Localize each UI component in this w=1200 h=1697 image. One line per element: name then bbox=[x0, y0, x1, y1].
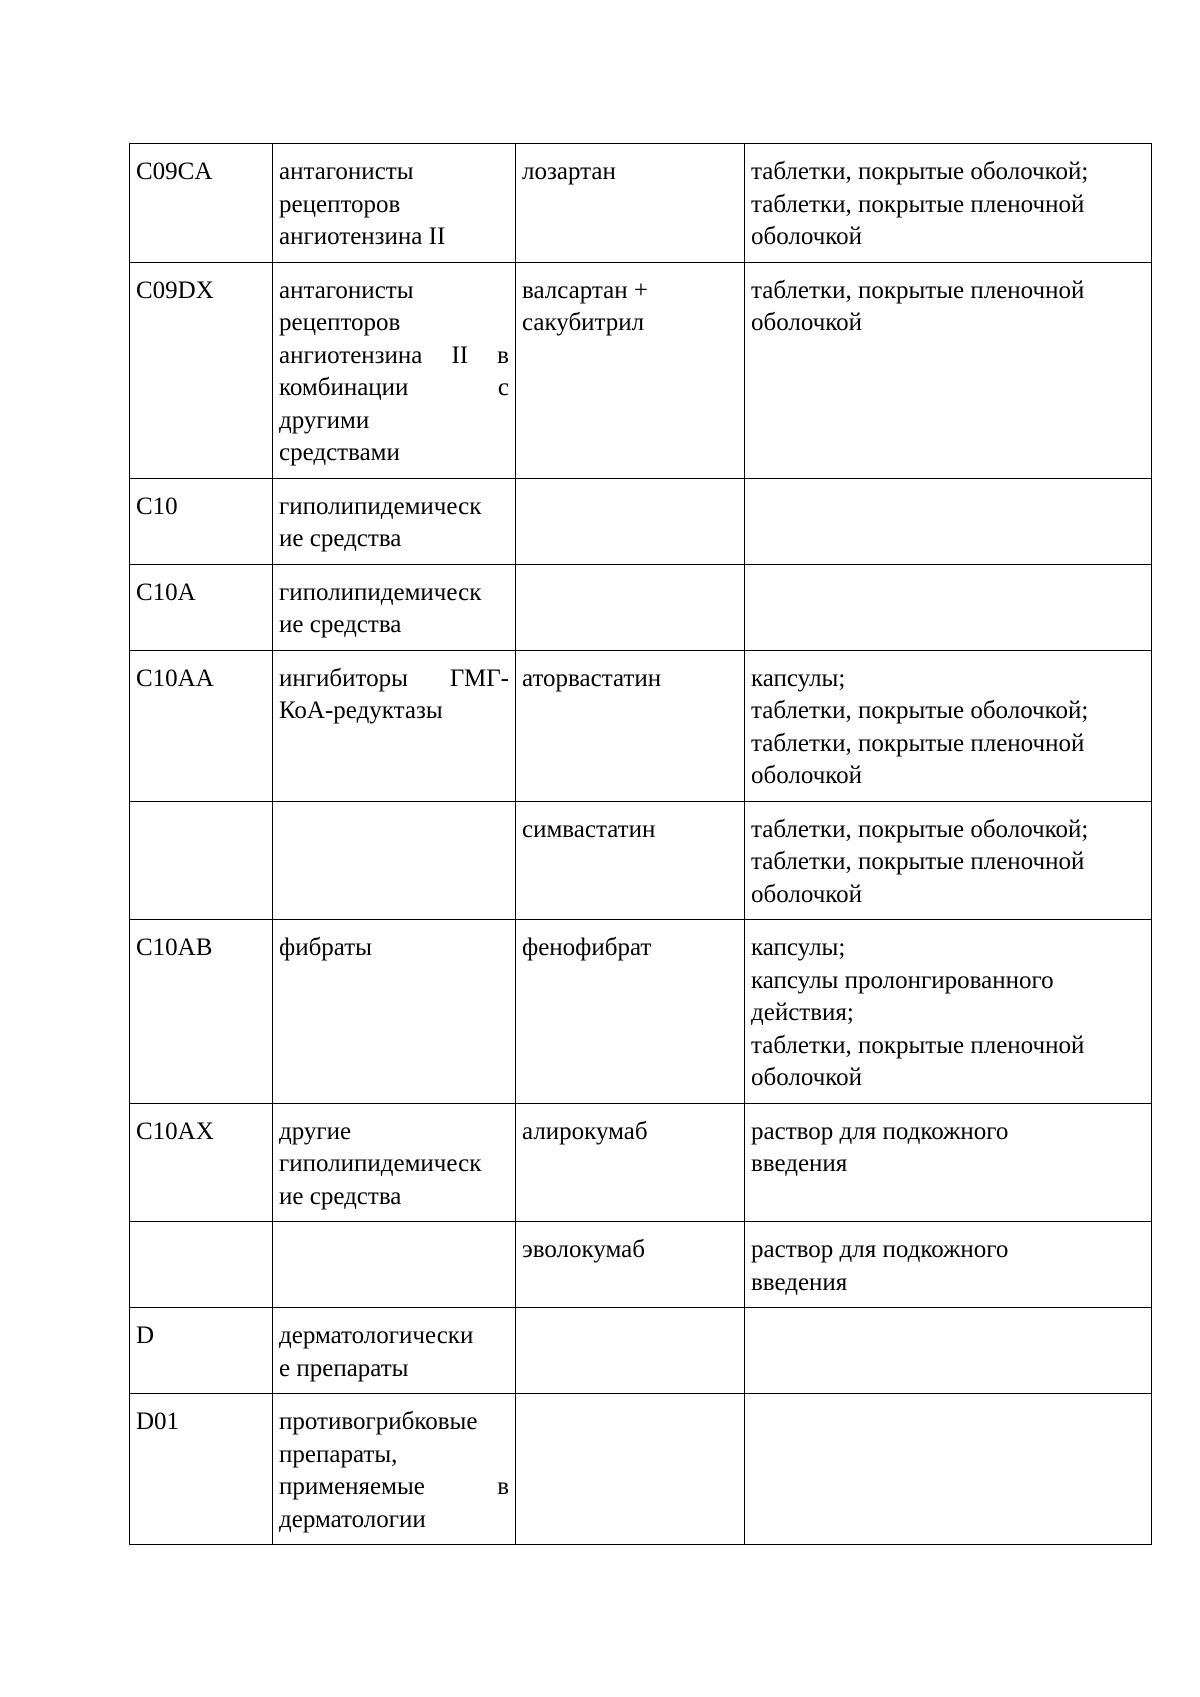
dosage-form-cell: раствор для подкожного введения bbox=[745, 1222, 1152, 1308]
table-row bbox=[130, 1308, 1152, 1394]
table-row bbox=[130, 1222, 1152, 1308]
atc-code-cell bbox=[130, 1222, 273, 1308]
atc-code-cell: C10AX bbox=[130, 1103, 273, 1222]
atc-code-cell: C10AB bbox=[130, 920, 273, 1104]
atc-code-cell: D01 bbox=[130, 1394, 273, 1545]
pharmacological-group-cell bbox=[273, 1222, 516, 1308]
atc-code-cell: D bbox=[130, 1308, 273, 1394]
table-row bbox=[130, 564, 1152, 650]
pharmacological-group-cell: гиполипидемическ ие средства bbox=[273, 478, 516, 564]
dosage-form-cell: таблетки, покрытые оболочкой; таблетки, покрытые пленочной оболочкой bbox=[745, 144, 1152, 263]
dosage-form-cell: таблетки, покрытые оболочкой; таблетки, покрытые пленочной оболочкой bbox=[745, 801, 1152, 920]
pharmacological-group-cell: антагонисты рецепторов ангиотензина II bbox=[273, 144, 516, 263]
drug-name-cell bbox=[516, 1394, 745, 1545]
dosage-form-cell bbox=[745, 564, 1152, 650]
pharmacological-group-cell: другие гиполипидемическ ие средства bbox=[273, 1103, 516, 1222]
drug-name-cell: алирокумаб bbox=[516, 1103, 745, 1222]
pharmacological-group-cell bbox=[273, 801, 516, 920]
drug-name-cell: валсартан + сакубитрил bbox=[516, 262, 745, 478]
drug-name-cell bbox=[516, 478, 745, 564]
pharmacological-group-cell: фибраты bbox=[273, 920, 516, 1104]
drug-name-cell: эволокумаб bbox=[516, 1222, 745, 1308]
dosage-form-cell bbox=[745, 478, 1152, 564]
pharmacological-group-cell: ингибиторы ГМГ- КоА-редуктазы bbox=[273, 650, 516, 801]
table-row bbox=[130, 478, 1152, 564]
drug-name-cell: лозартан bbox=[516, 144, 745, 263]
atc-code-cell bbox=[130, 801, 273, 920]
table-row bbox=[130, 1394, 1152, 1545]
table-row bbox=[130, 801, 1152, 920]
dosage-form-cell: таблетки, покрытые пленочной оболочкой bbox=[745, 262, 1152, 478]
pharmacological-group-cell: противогрибковые препараты, применяемые в дерматологии bbox=[273, 1394, 516, 1545]
table-row bbox=[130, 650, 1152, 801]
atc-code-cell: C09DX bbox=[130, 262, 273, 478]
drug-name-cell bbox=[516, 564, 745, 650]
atc-code-cell: C10AA bbox=[130, 650, 273, 801]
atc-code-cell: C10 bbox=[130, 478, 273, 564]
pharmacological-group-cell: гиполипидемическ ие средства bbox=[273, 564, 516, 650]
table-row bbox=[130, 144, 1152, 263]
dosage-form-cell: капсулы; таблетки, покрытые оболочкой; таблетки, покрытые пленочной оболочкой bbox=[745, 650, 1152, 801]
drug-classification-table bbox=[129, 143, 1152, 1545]
table-row bbox=[130, 262, 1152, 478]
drug-name-cell: аторвастатин bbox=[516, 650, 745, 801]
drug-name-cell bbox=[516, 1308, 745, 1394]
table-row bbox=[130, 920, 1152, 1104]
table-row bbox=[130, 1103, 1152, 1222]
atc-code-cell: C09CA bbox=[130, 144, 273, 263]
drug-name-cell: фенофибрат bbox=[516, 920, 745, 1104]
pharmacological-group-cell: дерматологически е препараты bbox=[273, 1308, 516, 1394]
dosage-form-cell: капсулы; капсулы пролонгированного действия; таблетки, покрытые пленочной оболочкой bbox=[745, 920, 1152, 1104]
pharmacological-group-cell: антагонисты рецепторов ангиотензина II в комбинации с другими средствами bbox=[273, 262, 516, 478]
dosage-form-cell bbox=[745, 1394, 1152, 1545]
atc-code-cell: C10A bbox=[130, 564, 273, 650]
dosage-form-cell: раствор для подкожного введения bbox=[745, 1103, 1152, 1222]
drug-name-cell: симвастатин bbox=[516, 801, 745, 920]
dosage-form-cell bbox=[745, 1308, 1152, 1394]
